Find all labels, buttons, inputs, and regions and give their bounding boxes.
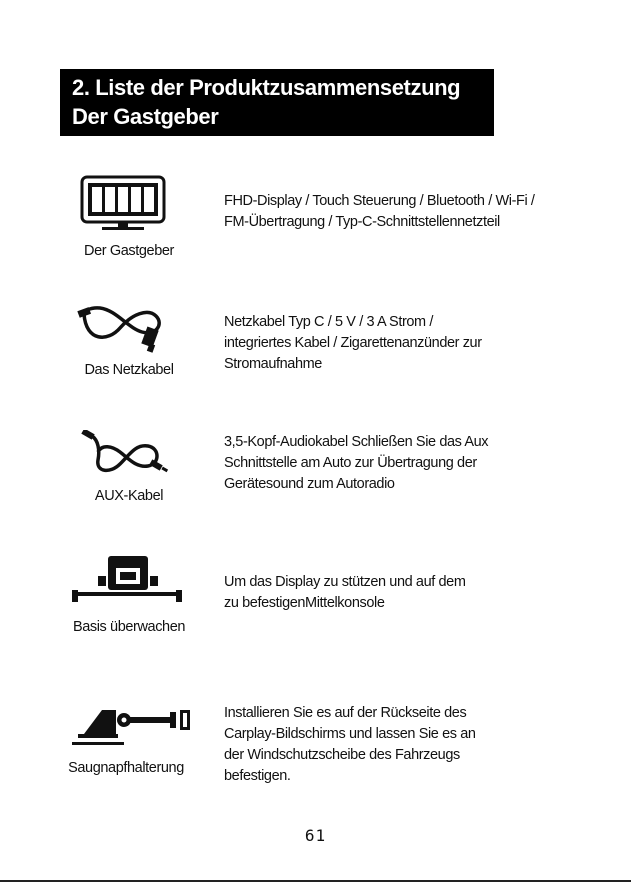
page-number: 61: [304, 826, 327, 845]
description-line: befestigen.: [224, 768, 291, 784]
item-label-base-mount: Basis überwachen: [72, 619, 186, 635]
item-label-host: Der Gastgeber: [84, 243, 174, 259]
description-line: Netzkabel Typ C / 5 V / 3 A Strom /: [224, 314, 433, 330]
item-description-base-mount: [224, 572, 584, 614]
item-description-power-cable: [224, 312, 584, 375]
description-line: Stromaufnahme: [224, 356, 322, 372]
description-line: Schnittstelle am Auto zur Übertragung der: [224, 455, 477, 471]
item-label-power-cable: Das Netzkabel: [84, 362, 174, 378]
description-line: Um das Display zu stützen und auf dem: [224, 574, 466, 590]
item-description-suction-cup-mount: [224, 703, 584, 787]
item-label-suction-cup-mount: Saugnapfhalterung: [68, 760, 184, 776]
bottom-divider: [0, 880, 631, 882]
section-title: [60, 69, 494, 136]
description-line: 3,5-Kopf-Audiokabel Schließen Sie das Aux: [224, 434, 489, 450]
description-line: Carplay-Bildschirms und lassen Sie es an: [224, 726, 476, 742]
suction-cup-mount-icon: [70, 704, 194, 750]
item-description-aux-cable: [224, 432, 584, 495]
description-line: Gerätesound zum Autoradio: [224, 476, 395, 492]
item-description-host: [224, 191, 584, 233]
description-line: integriertes Kabel / Zigarettenanzünder zur: [224, 335, 482, 351]
section-title-line-2: Der Gastgeber: [72, 104, 219, 129]
description-line: der Windschutzscheibe des Fahrzeugs: [224, 747, 460, 763]
aux-cable-icon: [78, 430, 170, 482]
description-line: FM-Übertragung / Typ-C-Schnittstellennetzteil: [224, 214, 500, 230]
description-line: Installieren Sie es auf der Rückseite des: [224, 705, 467, 721]
display-monitor-icon: [80, 174, 166, 234]
description-line: zu befestigenMittelkonsole: [224, 595, 385, 611]
description-line: FHD-Display / Touch Steuerung / Bluetooth / Wi-Fi /: [224, 193, 535, 209]
power-cable-icon: [76, 302, 172, 356]
section-title-line-1: 2. Liste der Produktzusammensetzung: [72, 75, 461, 100]
item-label-aux-cable: AUX-Kabel: [94, 488, 164, 504]
base-mount-icon: [70, 554, 184, 604]
